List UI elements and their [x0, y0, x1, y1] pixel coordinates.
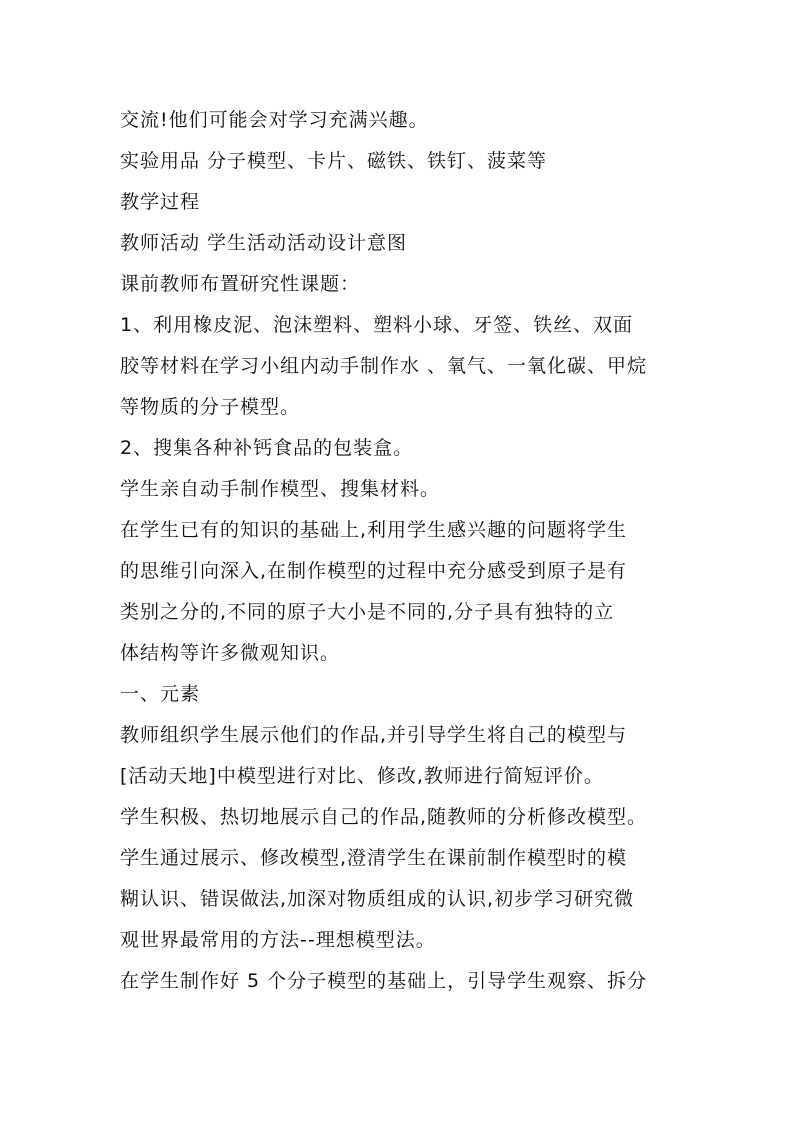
section-heading: 一、元素 [120, 683, 201, 705]
document-body [120, 100, 680, 1002]
text-line: [活动天地]中模型进行对比、修改,教师进行简短评价。 [120, 765, 604, 787]
text-line: 体结构等许多微观知识。 [120, 642, 341, 664]
text-line: 糊认识、错误做法,加深对物质组成的认识,初步学习研究微 [120, 888, 635, 910]
text-line: 等物质的分子模型。 [120, 396, 301, 418]
text-line: 的思维引向深入,在制作模型的过程中充分感受到原子是有 [120, 560, 628, 582]
text-line: 1、利用橡皮泥、泡沫塑料、塑料小球、牙签、铁丝、双面 [120, 314, 634, 336]
text-line: 学生积极、热切地展示自己的作品,随教师的分析修改模型。 [120, 806, 648, 828]
text-line: 实验用品 分子模型、卡片、磁铁、铁钉、菠菜等 [120, 150, 548, 172]
text-line: 在学生制作好 5 个分子模型的基础上，引导学生观察、拆分 [120, 970, 648, 992]
text-line: 学生亲自动手制作模型、搜集材料。 [120, 478, 441, 500]
text-line: 胶等材料在学习小组内动手制作水 、氧气、一氧化碳、甲烷 [120, 355, 648, 377]
text-line: 教师活动 学生活动活动设计意图 [120, 232, 408, 254]
text-line: 在学生已有的知识的基础上,利用学生感兴趣的问题将学生 [120, 519, 628, 541]
text-line: 课前教师布置研究性课题： [120, 273, 361, 295]
text-line: 交流!他们可能会对学习充满兴趣。 [120, 109, 429, 131]
text-line: 观世界最常用的方法--理想模型法。 [120, 929, 436, 951]
text-line: 教师组织学生展示他们的作品,并引导学生将自己的模型与 [120, 724, 628, 746]
text-line: 2、搜集各种补钙食品的包装盒。 [120, 437, 414, 459]
section-heading: 教学过程 [120, 191, 201, 213]
text-line: 学生通过展示、修改模型,澄清学生在课前制作模型时的模 [120, 847, 628, 869]
text-line: 类别之分的,不同的原子大小是不同的,分子具有独特的立 [120, 601, 615, 623]
